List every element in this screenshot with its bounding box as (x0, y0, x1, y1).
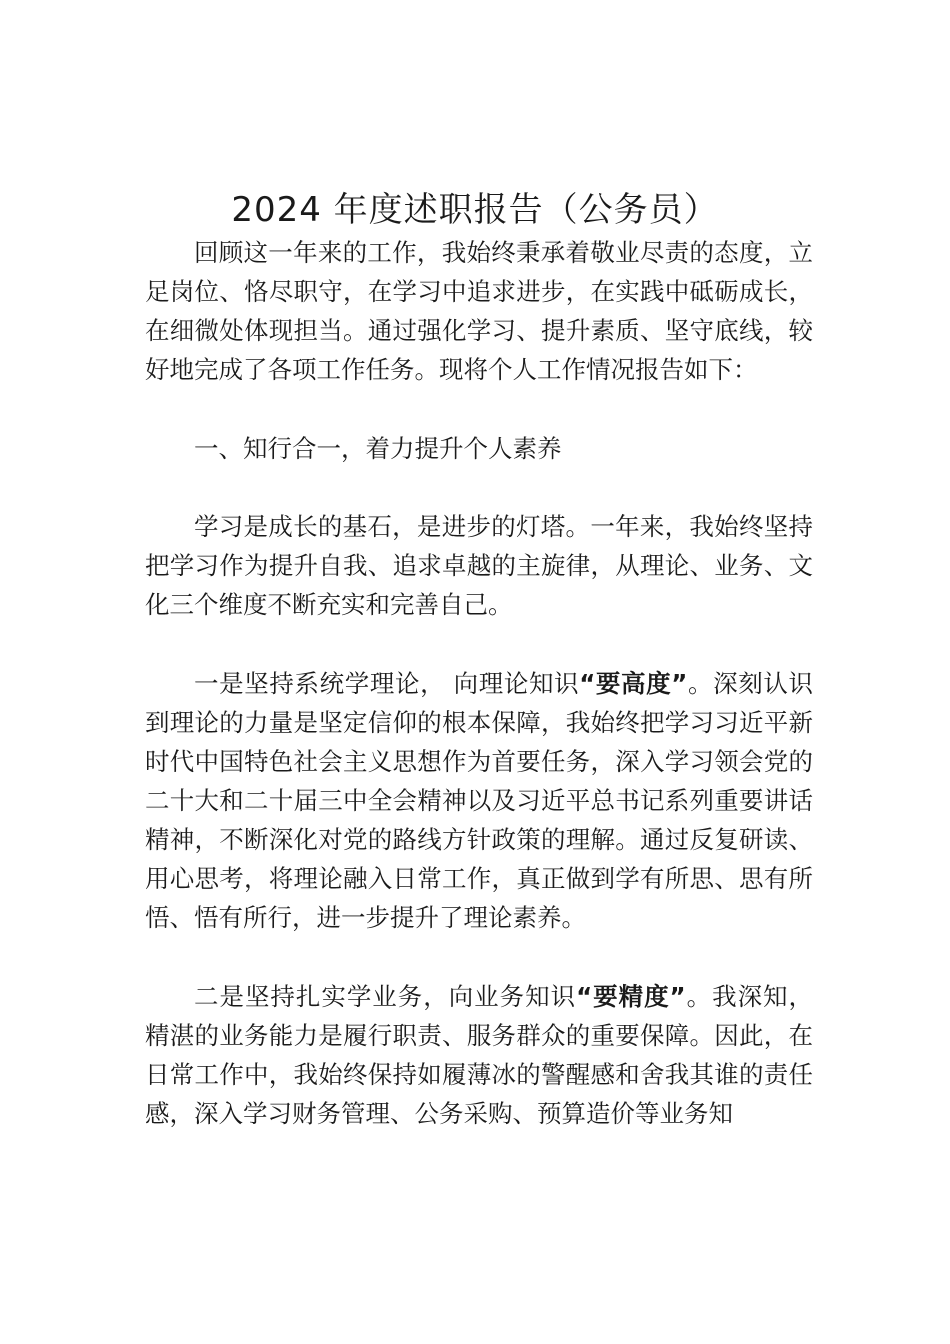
intro-paragraph: 回顾这一年来的工作，我始终秉承着敬业尽责的态度，立足岗位、恪尽职守，在学习中追求进步，在实践中砥砺成长，在细微处体现担当。通过强化学习、提升素质、坚守底线，较好地完成了各项工作任务。现将个人工作情况报告如下： (145, 238, 813, 384)
point-one-body: 。深刻认识到理论的力量是坚定信仰的根本保障，我始终把学习习近平新时代中国特色社会主义思想作为首要任务，深入学习领会党的二十大和二十届三中全会精神以及习近平总书记系列重要讲话精神，不断深化对党的路线方针政策的理解。通过反复研读、用心思考，将理论融入日常工作，真正做到学有所思、思有所悟、悟有所行，进一步提升了理论素养。 (145, 669, 813, 932)
point-one-paragraph (145, 664, 813, 937)
point-two-lead: 二是坚持扎实学业务，向业务知识 (194, 982, 577, 1011)
point-one-lead: 一是坚持系统学理论， 向理论知识 (194, 669, 580, 698)
point-two-body: 。我深知，精湛的业务能力是履行职责、服务群众的重要保障。因此，在日常工作中，我始终保持如履薄冰的警醒感和舍我其谁的责任感，深入学习财务管理、公务采购、预算造价等业务知 (145, 982, 814, 1128)
section-heading-1: 一、知行合一，着力提升个人素养 (194, 434, 562, 463)
point-two-paragraph (145, 977, 813, 1133)
point-one-quote: “要高度” (579, 669, 688, 698)
point-two-quote: “要精度” (576, 982, 686, 1011)
document-title: 2024 年度述职报告（公务员） (231, 190, 719, 230)
document-body (145, 233, 813, 1133)
study-paragraph: 学习是成长的基石，是进步的灯塔。一年来，我始终坚持把学习作为提升自我、追求卓越的主旋律，从理论、业务、文化三个维度不断充实和完善自己。 (145, 512, 813, 619)
